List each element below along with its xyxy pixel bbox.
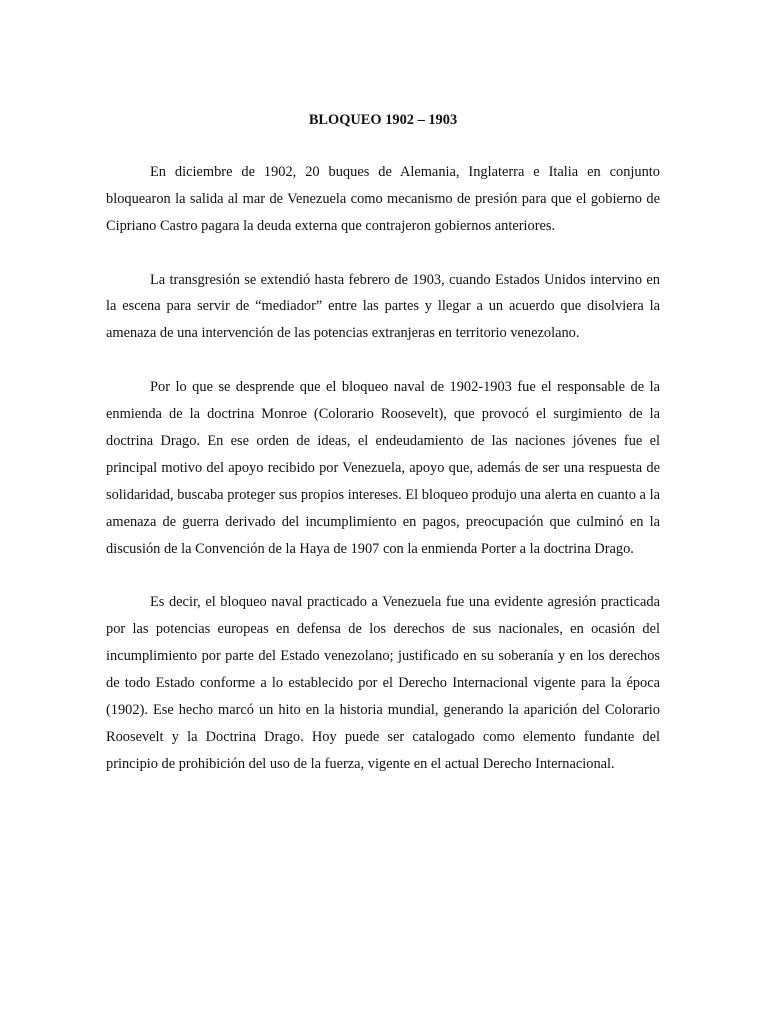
paragraph-2: La transgresión se extendió hasta febrero de 1903, cuando Estados Unidos intervino en la escena para servir de “mediador” entre las partes y llegar a un acuerdo que disolviera la amenaza de una intervención de las potencias extranjeras en territorio venezolano.: [106, 271, 660, 342]
paragraph-3: Por lo que se desprende que el bloqueo naval de 1902-1903 fue el responsable de la enmienda de la doctrina Monroe (Colorario Roosevelt), que provocó el surgimiento de la doctrina Drago. En ese orden de ideas, el endeudamiento de las naciones jóvenes fue el principal motivo del apoyo recibido por Venezuela, apoyo que, además de ser una respuesta de solidaridad, buscaba proteger sus propios intereses. El bloqueo produjo una alerta en cuanto a la amenaza de guerra derivado del incumplimiento en pagos, preocupación que culminó en la discusión de la Convención de la Haya de 1907 con la enmienda Porter a la doctrina Drago.: [106, 379, 660, 557]
document-title: BLOQUEO 1902 – 1903: [308, 112, 458, 128]
paragraph-1: En diciembre de 1902, 20 buques de Alemania, Inglaterra e Italia en conjunto bloquearon la salida al mar de Venezuela como mecanismo de presión para que el gobierno de Cipriano Castro pagara la deuda externa que contrajeron gobiernos anteriores.: [106, 163, 660, 234]
paragraph-4: Es decir, el bloqueo naval practicado a Venezuela fue una evidente agresión practicada por las potencias europeas en defensa de los derechos de sus nacionales, en ocasión del incumplimiento por parte del Estado venezolano; justificado en su soberanía y en los derechos de todo Estado conforme a lo establecido por el Derecho Internacional vigente para la época (1902). Ese hecho marcó un hito en la historia mundial, generando la aparición del Colorario Roosevelt y la Doctrina Drago. Hoy puede ser catalogado como elemento fundante del principio de prohibición del uso de la fuerza, vigente en el actual Derecho Internacional.: [106, 594, 660, 772]
document-body: [106, 107, 660, 805]
